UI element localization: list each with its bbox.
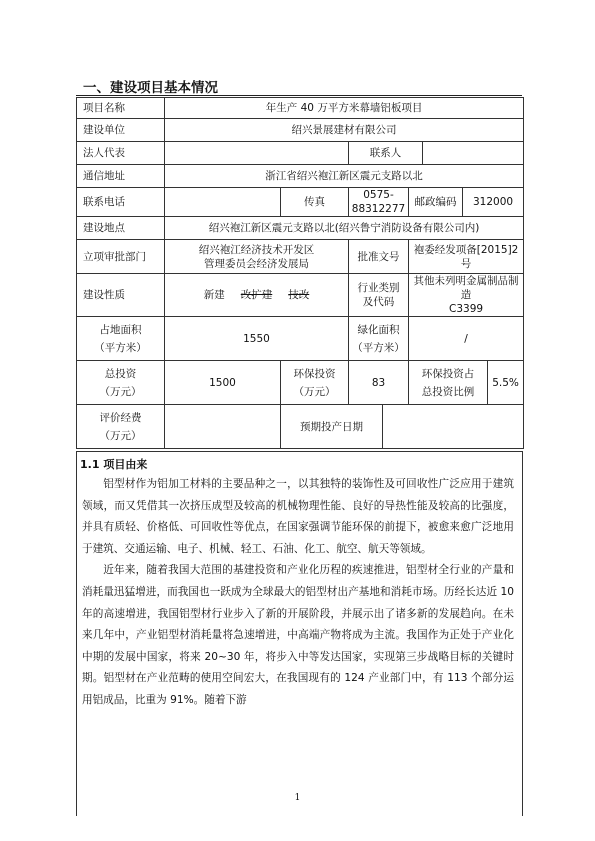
area-value: 1550 — [165, 317, 349, 361]
table-row — [77, 361, 524, 405]
site-value: 绍兴袍江新区震元支路以北(绍兴鲁宁消防设备有限公司内) — [165, 217, 524, 240]
green-label-line2: （平方米） — [352, 341, 405, 354]
construction-unit-label: 建设单位 — [77, 119, 165, 142]
contact-value — [423, 142, 524, 165]
table-row — [77, 240, 524, 274]
nature-label: 建设性质 — [77, 274, 165, 317]
eval-fee-label-line2: （万元） — [99, 429, 142, 442]
eval-fee-value — [165, 405, 281, 449]
industry-line1: 其他未列明金属制品制造 — [413, 275, 519, 301]
env-ratio-label-line1: 环保投资占 — [421, 367, 475, 380]
env-invest-label — [281, 361, 349, 405]
table-row — [77, 142, 524, 165]
phone-label: 联系电话 — [77, 188, 165, 217]
env-invest-label-line2: （万元） — [293, 385, 336, 398]
section-title: 一、建设项目基本情况 — [83, 80, 218, 96]
invest-value: 1500 — [165, 361, 281, 405]
table-row — [77, 98, 524, 119]
project-name-label: 项目名称 — [77, 98, 165, 119]
subsection-title: 1.1 项目由来 — [80, 458, 148, 471]
industry-label-line2: 及代码 — [362, 296, 395, 308]
approval-dept-label: 立项审批部门 — [77, 240, 165, 274]
project-name-value: 年生产 40 万平方米幕墙铝板项目 — [165, 98, 524, 119]
phone-value — [165, 188, 281, 217]
table-row — [77, 188, 524, 217]
title-rule — [76, 95, 522, 96]
legal-rep-label: 法人代表 — [77, 142, 165, 165]
nature-reform: 技改 — [288, 289, 310, 301]
invest-label — [77, 361, 165, 405]
env-invest-value: 83 — [349, 361, 409, 405]
industry-value — [409, 274, 524, 317]
env-ratio-label — [409, 361, 488, 405]
address-label: 通信地址 — [77, 165, 165, 188]
approval-no-label: 批准文号 — [349, 240, 409, 274]
green-label — [349, 317, 409, 361]
legal-rep-value — [165, 142, 349, 165]
eval-fee-label-line1: 评价经费 — [99, 411, 142, 424]
start-date-value — [383, 405, 524, 449]
nature-options — [165, 274, 349, 317]
env-invest-label-line1: 环保投资 — [293, 367, 336, 380]
green-value: / — [409, 317, 524, 361]
nature-expand: 改扩建 — [240, 289, 273, 301]
table-row — [77, 165, 524, 188]
table-row — [77, 119, 524, 142]
fax-label: 传真 — [281, 188, 349, 217]
invest-label-line1: 总投资 — [104, 367, 137, 380]
paragraph: 铝型材作为铝加工材料的主要品种之一，以其独特的装饰性及可回收性广泛应用于建筑领域，而又凭借其一次挤压成型及较高的机械物理性能、良好的导热性能及较高的比强度，并具有质轻、价格低、可回收性等优点，在国家强调节能环保的前提下，被愈来愈广泛地用于建筑、交通运输、电子、机械、轻工、石油、化工、航空、航天等领域。 — [82, 478, 514, 555]
approval-dept-line2: 管理委员会经济发展局 — [204, 257, 309, 270]
env-ratio-value: 5.5% — [488, 361, 524, 405]
green-label-line1: 绿化面积 — [357, 323, 400, 336]
body-text — [82, 474, 514, 712]
contact-label: 联系人 — [349, 142, 423, 165]
table-row — [77, 405, 524, 449]
fax-value: 0575-88312277 — [349, 188, 409, 217]
start-date-label: 预期投产日期 — [281, 405, 383, 449]
area-label-line1: 占地面积 — [99, 323, 142, 336]
site-label: 建设地点 — [77, 217, 165, 240]
approval-no-value: 袍委经发项备[2015]2 号 — [409, 240, 524, 274]
industry-line2: C3399 — [449, 303, 484, 315]
industry-label-line1: 行业类别 — [357, 282, 400, 294]
invest-label-line2: （万元） — [99, 385, 142, 398]
table-row — [77, 217, 524, 240]
address-value: 浙江省绍兴袍江新区震元支路以北 — [165, 165, 524, 188]
area-label-line2: （平方米） — [94, 341, 147, 354]
table-row — [77, 317, 524, 361]
approval-dept-value — [165, 240, 349, 274]
paragraph: 近年来，随着我国大范围的基建投资和产业化历程的疾速推进，铝型材全行业的产量和消耗量迅猛增进，而我国也一跃成为全球最大的铝型材出产基地和消耗市场。历经长达近 10 年的高速增进，我国铝型材行业步入了新的开展阶段，并展示出了诸多新的发展趋向。在未来几年中，产业铝型材消耗量将急速增进，中高端产物将成为主流。我国作为正处于产业化中期的发展中国家，将来 20~30 年，将步入中等发达国家，实现第三步战略目标的关键时期。铝型材在产业范畴的使用空间宏大，在我国现有的 124 产业部门中，有 113 个部分运用铝成品，比重为 91%。随着下游 — [82, 564, 514, 706]
page-number: 1 — [294, 793, 301, 803]
approval-dept-line1: 绍兴袍江经济技术开发区 — [198, 243, 315, 256]
area-label — [77, 317, 165, 361]
construction-unit-value: 绍兴景展建材有限公司 — [165, 119, 524, 142]
eval-fee-label — [77, 405, 165, 449]
postcode-label: 邮政编码 — [409, 188, 463, 217]
project-info-table — [76, 97, 524, 449]
env-ratio-label-line2: 总投资比例 — [421, 385, 475, 398]
industry-label — [349, 274, 409, 317]
table-row — [77, 274, 524, 317]
postcode-value: 312000 — [463, 188, 524, 217]
nature-new: 新建 — [203, 289, 225, 301]
